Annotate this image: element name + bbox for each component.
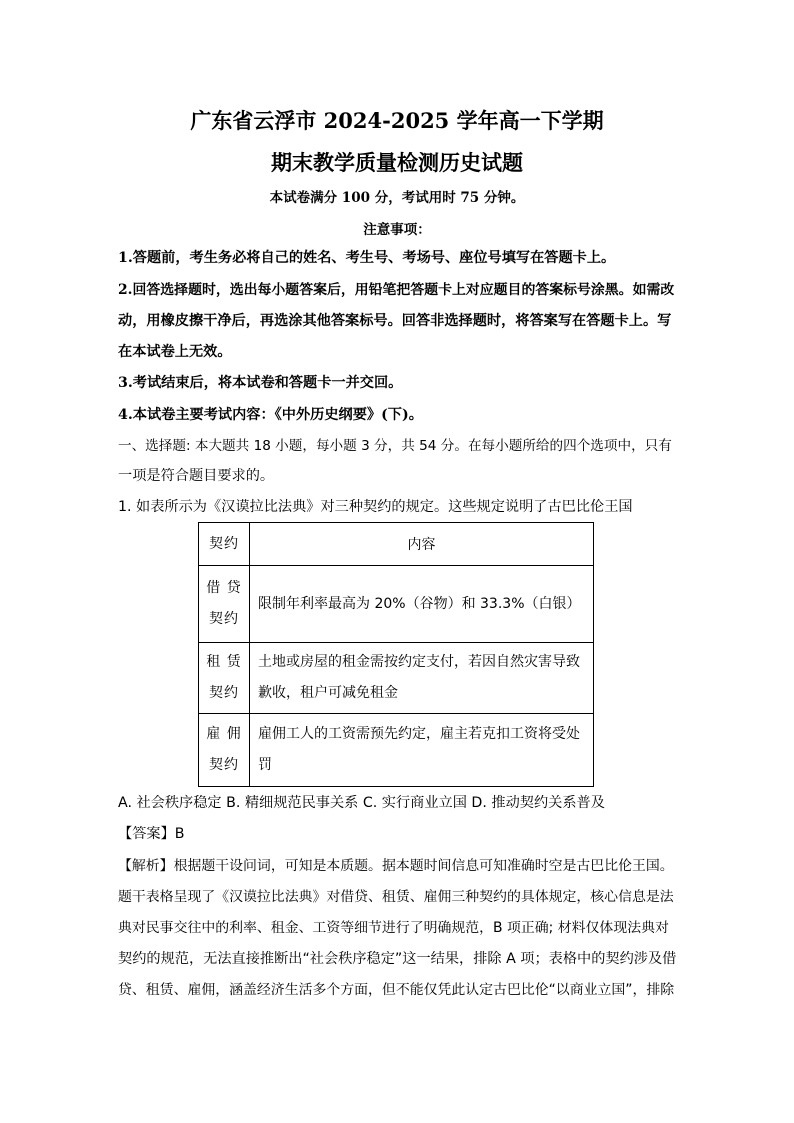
section-intro: 一、选择题: 本大题共 18 小题，每小题 3 分，共 54 分。在每小题所给的四个选项中，只有 [118, 438, 672, 454]
analysis-label: 【解析】 [118, 858, 174, 874]
page-title: 广东省云浮市 2024-2025 学年高一下学期 [190, 108, 604, 133]
analysis-line [118, 856, 678, 876]
contract-name: 契约 [209, 685, 239, 701]
contract-content: 雇佣工人的工资需预先约定，雇主若克扣工资将受处 [258, 726, 580, 742]
analysis-text: 贷、租赁、雇佣，涵盖经济生活多个方面，但不能仅凭此认定古巴比伦“以商业立国”，排除 [118, 982, 675, 998]
contract-name: 契约 [209, 757, 239, 773]
question-1-options: A. 社会秩序稳定 B. 精细规范民事关系 C. 实行商业立国 D. 推动契约关系普及 [118, 795, 605, 811]
header-contract: 契约 [199, 523, 250, 566]
notice-1: 1.答题前，考生务必将自己的姓名、考生号、考场号、座位号填写在答题卡上。 [118, 250, 616, 266]
contract-name: 租 赁 [206, 654, 242, 670]
notice-4: 4.本试卷主要考试内容：《中外历史纲要》(下)。 [118, 407, 423, 423]
header-content: 内容 [250, 523, 594, 566]
notice-heading: 注意事项： [363, 222, 431, 238]
analysis-text: 根据题干设问词，可知是本质题。据本题时间信息可知准确时空是古巴比伦王国。 [173, 858, 674, 874]
table-header-row [199, 523, 594, 566]
score-info: 本试卷满分 100 分，考试用时 75 分钟。 [269, 190, 525, 206]
notice-2-end: 在本试卷上无效。 [118, 344, 232, 360]
contract-name: 借 贷 [206, 580, 242, 596]
notice-2-cont: 动，用橡皮擦干净后，再选涂其他答案标号。回答非选择题时，将答案写在答题卡上。写 [118, 313, 672, 329]
question-1-stem: 1. 如表所示为《汉谟拉比法典》对三种契约的规定。这些规定说明了古巴比伦王国 [118, 499, 633, 515]
answer-line [118, 824, 678, 844]
contract-name: 契约 [209, 611, 239, 627]
contract-content: 限制年利率最高为 20%（谷物）和 33.3%（白银） [258, 595, 581, 612]
page-subtitle: 期末教学质量检测历史试题 [271, 150, 523, 175]
analysis-text: 典对民事交往中的利率、租金、工资等细节进行了明确规范，B 项正确; 材料仅体现法典对 [118, 920, 669, 936]
contract-table [198, 522, 594, 787]
notice-3: 3.考试结束后，将本试卷和答题卡一并交回。 [118, 375, 403, 391]
contract-content: 罚 [258, 757, 272, 773]
table-row [199, 566, 594, 643]
section-intro-cont: 一项是符合题目要求的。 [118, 468, 275, 484]
table-row [199, 714, 594, 787]
notice-2: 2.回答选择题时，选出每小题答案后，用铅笔把答题卡上对应题目的答案标号涂黑。如需改 [118, 282, 675, 298]
analysis-text: 契约的规范，无法直接推断出“社会秩序稳定”这一结果，排除 A 项；表格中的契约涉及借 [118, 951, 677, 967]
contract-content: 歉收，租户可减免租金 [258, 685, 398, 701]
answer-label: 【答案】 [118, 826, 175, 842]
analysis-text: 题干表格呈现了《汉谟拉比法典》对借贷、租赁、雇佣三种契约的具体规定，核心信息是法 [118, 889, 674, 905]
contract-content: 土地或房屋的租金需按约定支付，若因自然灾害导致 [258, 654, 580, 670]
contract-name: 雇 佣 [206, 726, 242, 742]
table-row [199, 643, 594, 714]
answer-value: B [174, 826, 185, 842]
